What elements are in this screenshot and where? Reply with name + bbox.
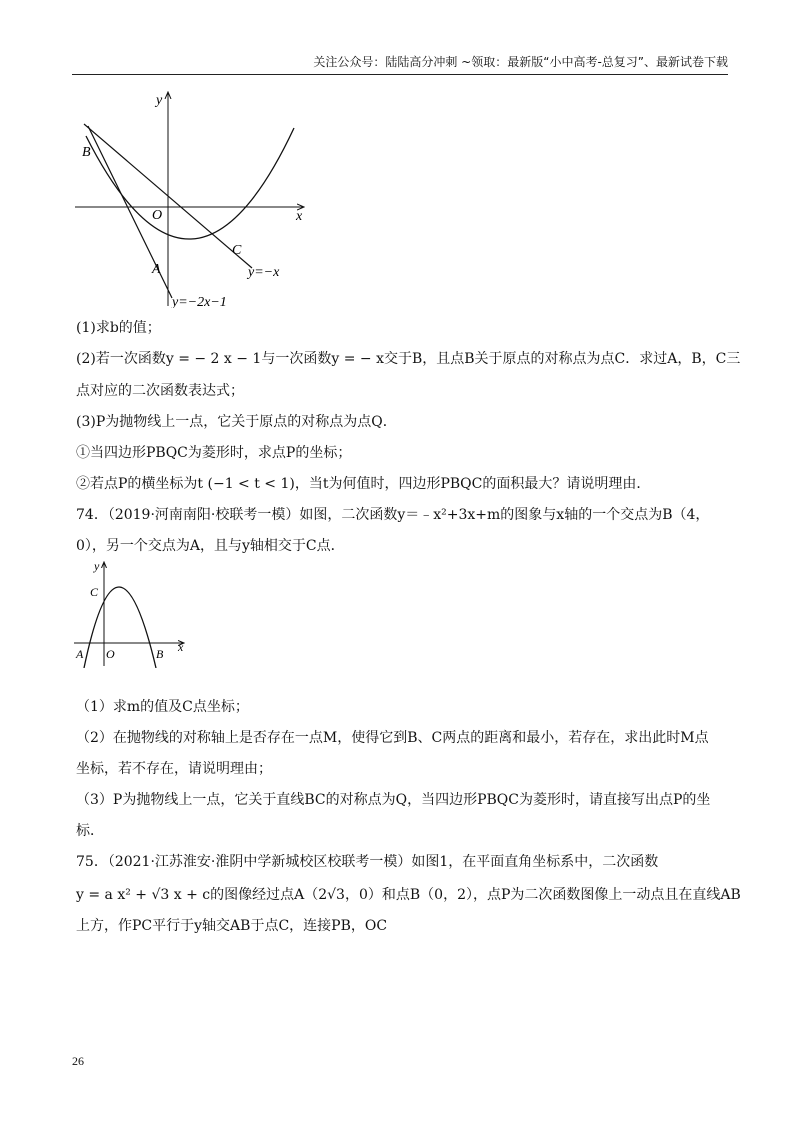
label-O: O: [152, 208, 163, 223]
figure-parabola-lines: [72, 86, 312, 308]
q75-stem-line2: y = a x² + √3 x + c的图像经过点A（2√3，0）和点B（0，2），点P为二次函数图像上一动点且在直线AB: [76, 887, 741, 903]
q73-part2-line2: 点对应的二次函数表达式；: [76, 383, 244, 399]
label-A: A: [152, 262, 161, 277]
q75-stem-line3: 上方，作PC平行于y轴交AB于点C，连接PB，OC: [76, 918, 388, 934]
q73-part1: (1)求b的值；: [76, 320, 161, 336]
label-y-2: y: [94, 559, 100, 573]
label-O-2: O: [106, 647, 115, 661]
page-number: 26: [72, 1054, 84, 1068]
q74-part3-line2: 标．: [76, 823, 104, 839]
q73-part3-sub2: ②若点P的横坐标为t (−1 < t < 1)，当t为何值时，四边形PBQC的面积最大？请说明理由．: [76, 476, 651, 492]
label-B-2: B: [156, 647, 164, 661]
q75-stem-line1: 75．（2021·江苏淮安·淮阴中学新城校区校联考一模）如图1，在平面直角坐标系中，二次函数: [76, 854, 659, 870]
parabola-curve-2: [84, 587, 156, 668]
q74-part1: （1）求m的值及C点坐标；: [76, 699, 249, 715]
q73-part2-line1: (2)若一次函数y = − 2 x − 1与一次函数y = − x交于B，且点B关于原点的对称点为点C．求过A，B，C三: [76, 351, 741, 367]
page-header: 关注公众号：陆陆高分冲刺 ~领取：最新版“小中高考-总复习”、最新试卷下载: [72, 52, 728, 75]
figure-q74-parabola: [72, 556, 192, 668]
label-C-2: C: [90, 585, 99, 599]
label-x: x: [296, 209, 303, 224]
q74-stem-line1: 74．（2019·河南南阳·校联考一模）如图，二次函数y＝﹣x²+3x+m的图象与x轴的一个交点为B（4，: [76, 507, 710, 523]
q74-part2-line1: （2）在抛物线的对称轴上是否存在一点M，使得它到B、C两点的距离和最小，若存在，求出此时M点: [76, 730, 709, 746]
q73-part3: (3)P为抛物线上一点，它关于原点的对称点为点Q．: [76, 414, 397, 430]
q74-part3-line1: （3）P为抛物线上一点，它关于直线BC的对称点为Q，当四边形PBQC为菱形时，请直接写出点P的坐: [76, 792, 711, 808]
label-y: y: [156, 93, 163, 108]
label-line1: y=−x: [248, 265, 280, 280]
label-B: B: [82, 145, 91, 160]
q73-part3-sub1: ①当四边形PBQC为菱形时，求点P的坐标；: [76, 445, 352, 461]
parabola-curve: [86, 128, 294, 239]
label-line2: y=−2x−1: [172, 295, 227, 308]
q74-part2-line2: 坐标，若不存在，请说明理由；: [76, 761, 272, 777]
label-x-2: x: [178, 640, 184, 654]
q74-stem-line2: 0），另一个交点为A，且与y轴相交于C点．: [76, 538, 345, 554]
label-C: C: [232, 243, 242, 258]
label-A-2: A: [76, 647, 84, 661]
